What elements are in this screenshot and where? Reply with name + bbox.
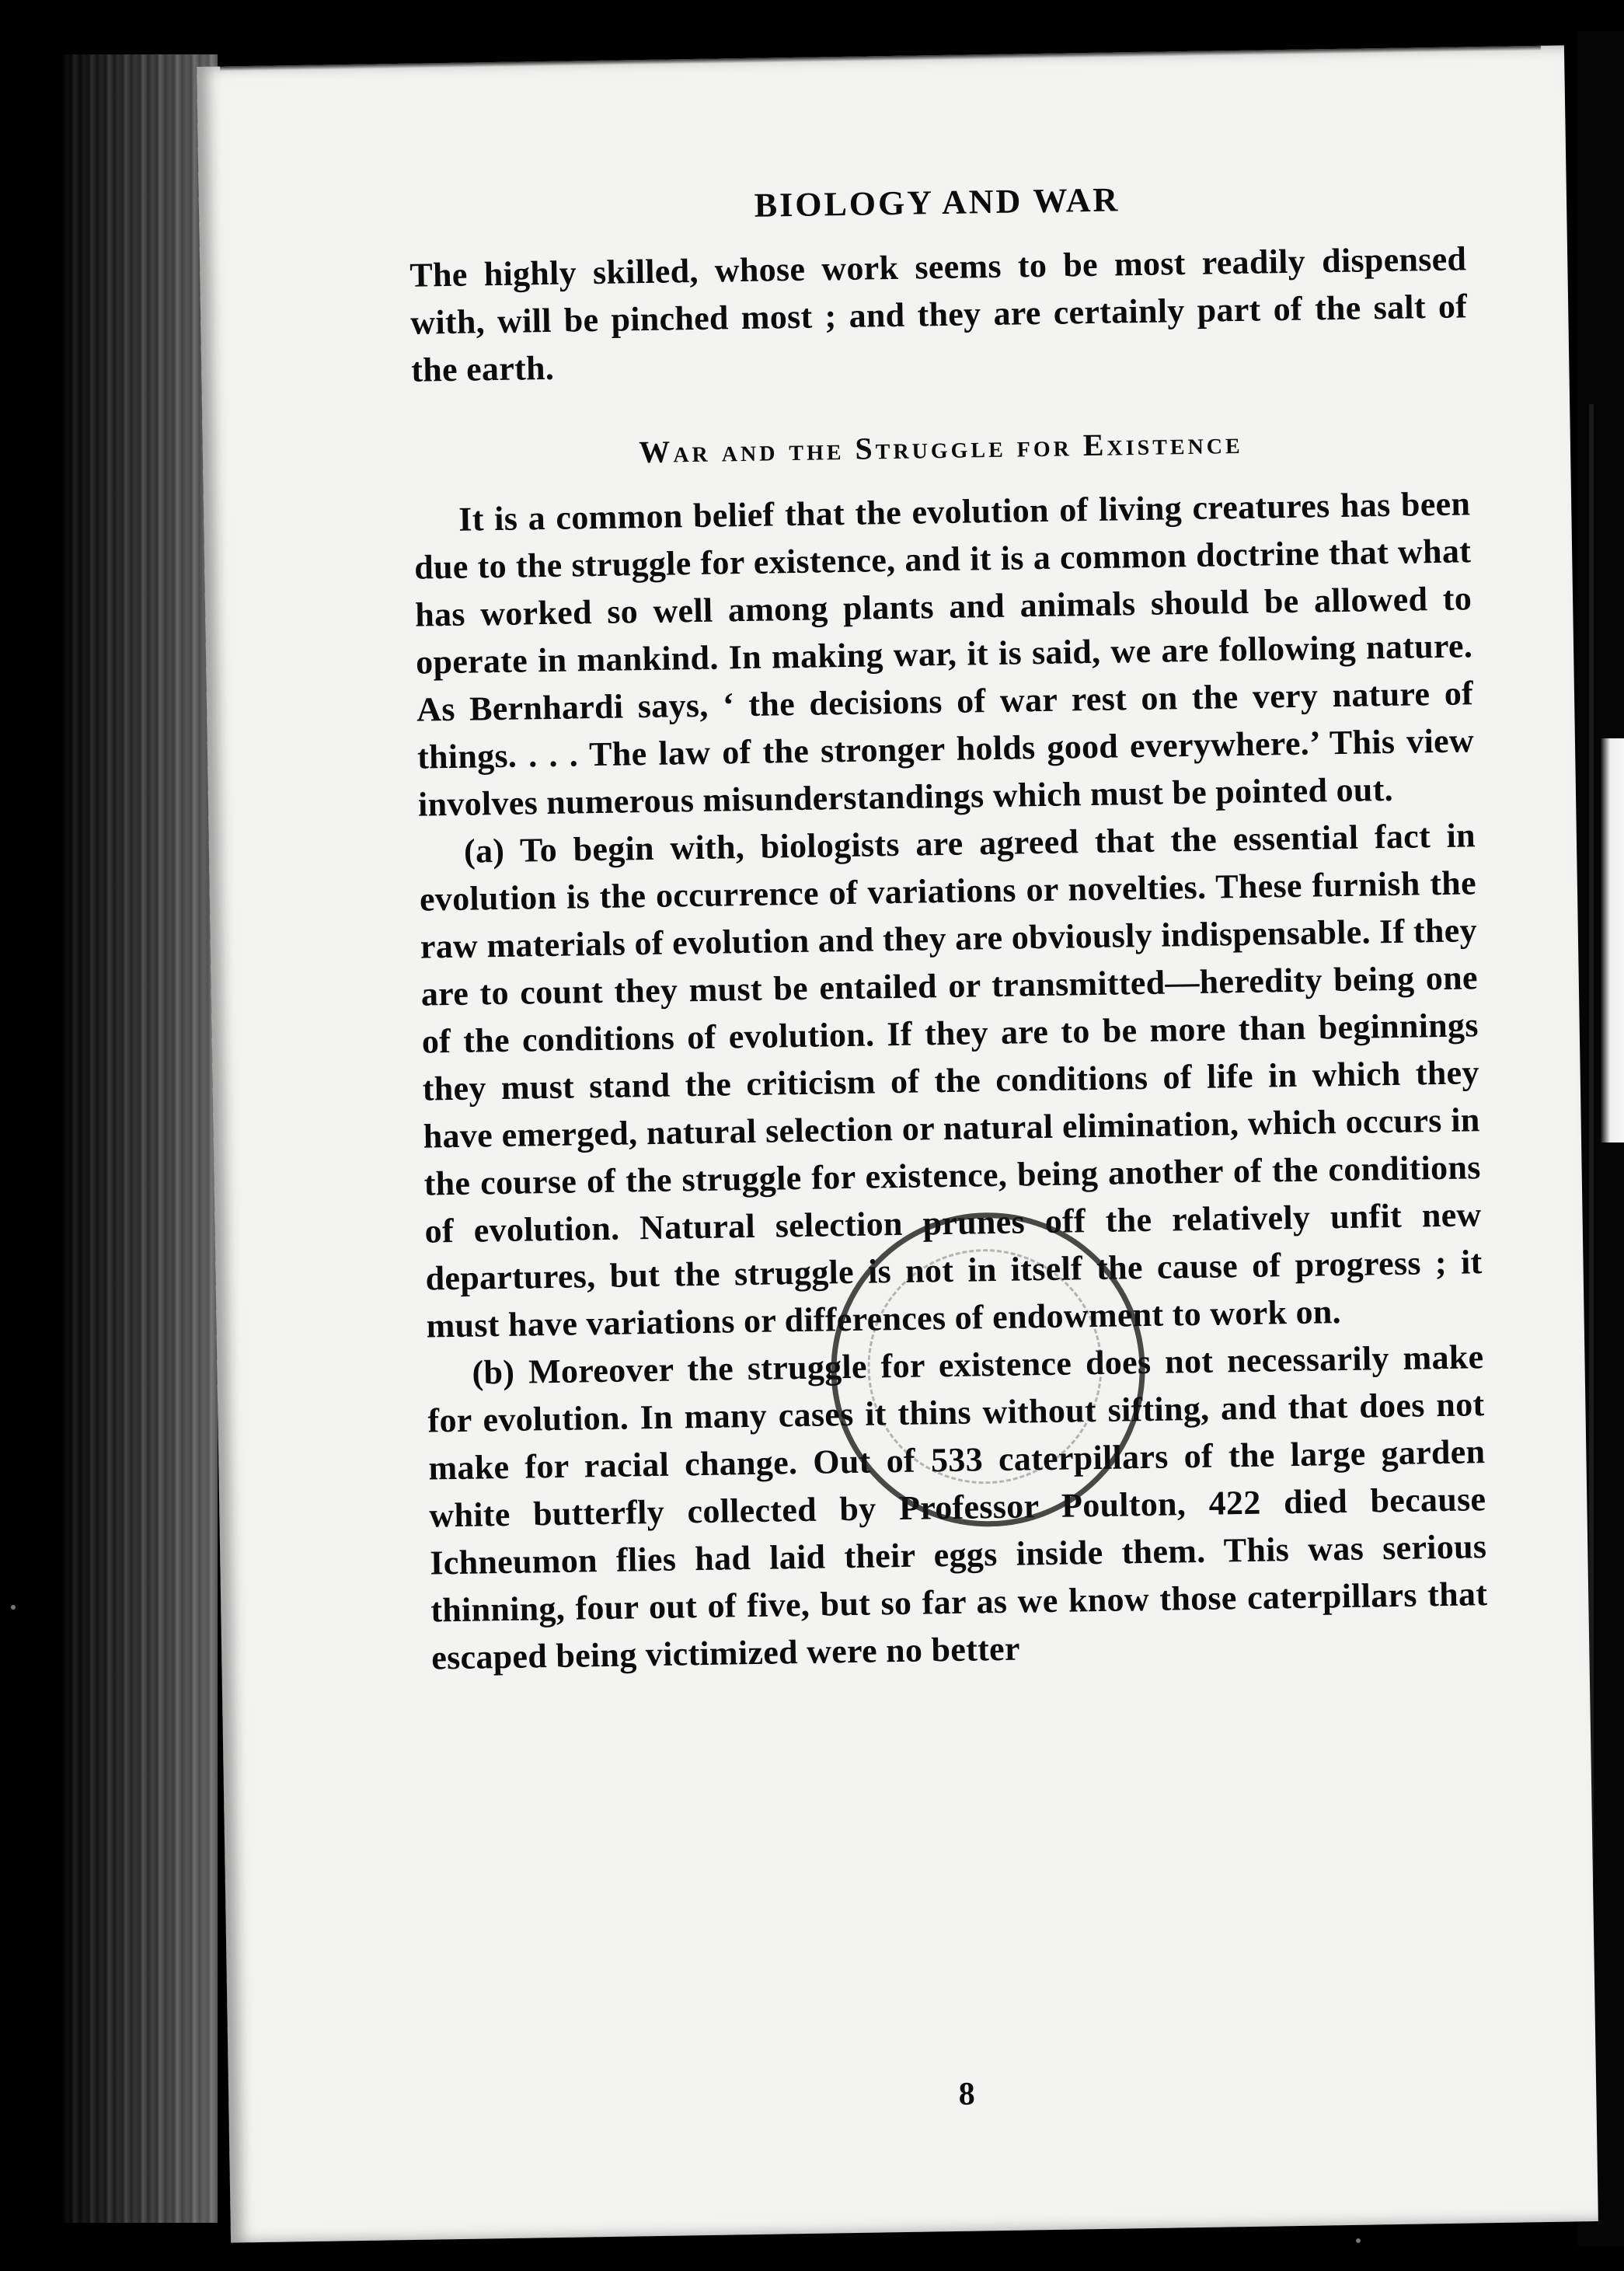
paragraph-b: (b) Moreover the struggle for existence does not necessarily make for evolution. In many cases it thins without sifting, and that does not make for racial change. Out of 533 caterpillars of the large garden white butterfly collected by Professor Poulton, 422 died because Ichneumon flies had laid their eggs inside them. This was serious thinning, four out of five, but so far as we know those caterpillars that escaped being victimized were no better	[427, 1338, 1488, 1677]
paragraph-a: (a) To begin with, biologists are agreed that the essential fact in evolution is the occurrence of variations or novelties. These furnish the raw materials of evolution and they are obviously indispensable. If they are to count they must be entailed or transmitted—heredity being one of the conditions of evolution. If they are to be more than beginnings they must stand the criticism of the conditions of life in which they have emerged, natural selection or natural elimination, which occurs in the course of the struggle for existence, being another of the conditions of evolution. Natural selection prunes off the relatively unfit new departures, but the struggle is not in itself the cause of progress ; it must have variations or differences of endowment to work on.	[419, 816, 1483, 1345]
paragraph-1: It is a common belief that the evolution of living creatures has been due to the struggle for existence, and it is a common doctrine that what has worked so well among plants and animals should be allowed to operate in mankind. In making war, it is said, we are following nature. As Bernhardi says, ‘ the decisions of war rest on the very nature of things. . . . The law of the stronger holds good everywhere.’ This view involves numerous misunderstandings which must be pointed out.	[413, 484, 1475, 824]
page-number: 8	[958, 2076, 976, 2112]
right-paper-sliver	[1601, 738, 1624, 1142]
opening-paragraph: The highly skilled, whose work seems to be most readily dispensed with, will be pinched most ; and they are certainly part of the salt of the earth.	[409, 239, 1468, 389]
margin-speck	[11, 1605, 16, 1610]
section-heading: War and the Struggle for Existence	[638, 424, 1243, 470]
page-content	[409, 171, 1489, 2112]
right-edge-line	[1589, 404, 1594, 1881]
book-page	[197, 45, 1598, 2242]
margin-speck	[1356, 2238, 1361, 2243]
page-top-edge	[220, 46, 1541, 72]
running-head: BIOLOGY AND WAR	[754, 180, 1120, 225]
book-binding	[62, 54, 218, 2223]
